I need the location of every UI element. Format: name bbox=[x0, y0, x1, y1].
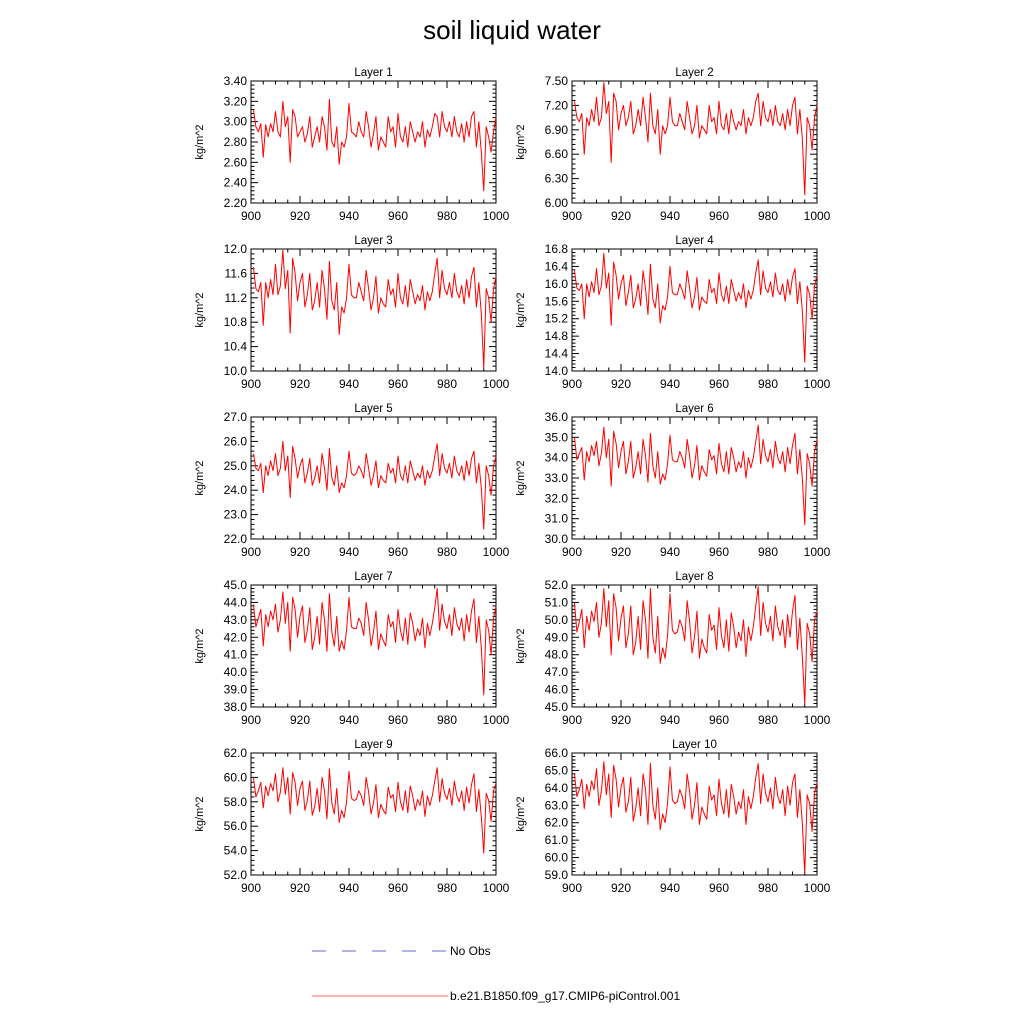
y-tick-label: 6.00 bbox=[544, 196, 568, 210]
x-tick-label: 1000 bbox=[482, 209, 510, 223]
plot-frame bbox=[251, 753, 496, 875]
x-tick-label: 1000 bbox=[482, 377, 510, 391]
plot-frame bbox=[251, 81, 496, 203]
panels bbox=[194, 67, 831, 895]
y-axis-label: kg/m^2 bbox=[194, 628, 206, 664]
series-line-1 bbox=[574, 762, 817, 874]
x-tick-label: 940 bbox=[659, 881, 681, 895]
x-tick-label: 1000 bbox=[803, 713, 831, 727]
y-tick-label: 11.6 bbox=[224, 266, 247, 281]
plot-frame bbox=[572, 81, 817, 203]
panel-title: Layer 9 bbox=[354, 739, 393, 751]
y-tick-label: 3.20 bbox=[223, 94, 247, 109]
series-line-1 bbox=[574, 253, 817, 362]
y-tick-label: 2.80 bbox=[223, 135, 247, 149]
x-tick-label: 960 bbox=[387, 209, 409, 223]
y-tick-label: 62.0 bbox=[544, 815, 568, 830]
y-tick-label: 39.0 bbox=[223, 682, 247, 697]
y-tick-label: 61.0 bbox=[544, 833, 568, 848]
y-tick-label: 51.0 bbox=[544, 595, 568, 610]
y-tick-label: 16.0 bbox=[544, 276, 568, 291]
panel-title: Layer 2 bbox=[675, 67, 714, 79]
y-tick-label: 14.0 bbox=[544, 364, 568, 378]
y-tick-label: 16.8 bbox=[544, 242, 568, 256]
y-tick-label: 58.0 bbox=[223, 794, 247, 809]
y-tick-label: 43.0 bbox=[223, 612, 247, 627]
x-tick-label: 940 bbox=[659, 545, 681, 559]
y-tick-label: 7.50 bbox=[544, 74, 568, 88]
x-tick-label: 980 bbox=[757, 209, 779, 223]
x-tick-label: 900 bbox=[240, 545, 262, 559]
y-tick-label: 15.6 bbox=[544, 294, 568, 309]
chart-panel-7 bbox=[194, 571, 510, 727]
x-tick-label: 940 bbox=[338, 377, 360, 391]
x-tick-label: 960 bbox=[387, 377, 409, 391]
y-axis-label: kg/m^2 bbox=[515, 292, 527, 328]
y-tick-label: 22.0 bbox=[223, 532, 247, 546]
y-tick-label: 14.4 bbox=[544, 346, 568, 361]
chart-panel-10 bbox=[515, 739, 831, 895]
x-tick-label: 980 bbox=[436, 377, 458, 391]
y-tick-label: 54.0 bbox=[223, 843, 247, 858]
y-tick-label: 65.0 bbox=[544, 763, 568, 778]
x-tick-label: 920 bbox=[610, 881, 632, 895]
chart-panel-6 bbox=[515, 403, 831, 559]
y-tick-label: 11.2 bbox=[224, 290, 247, 305]
panel-title: Layer 5 bbox=[354, 403, 393, 415]
y-tick-label: 6.90 bbox=[544, 122, 568, 137]
y-tick-label: 64.0 bbox=[544, 780, 568, 795]
y-tick-label: 49.0 bbox=[544, 630, 568, 645]
x-tick-label: 1000 bbox=[482, 713, 510, 727]
x-tick-label: 980 bbox=[436, 209, 458, 223]
x-tick-label: 1000 bbox=[803, 377, 831, 391]
series-line-1 bbox=[574, 587, 817, 704]
x-tick-label: 900 bbox=[561, 377, 583, 391]
x-tick-label: 900 bbox=[240, 881, 262, 895]
x-tick-label: 900 bbox=[240, 209, 262, 223]
y-tick-label: 6.30 bbox=[544, 171, 568, 186]
series-line-1 bbox=[253, 99, 496, 191]
x-tick-label: 960 bbox=[708, 545, 730, 559]
plot-frame bbox=[251, 249, 496, 371]
y-tick-label: 45.0 bbox=[223, 578, 247, 592]
y-axis-label: kg/m^2 bbox=[194, 292, 206, 328]
x-tick-label: 920 bbox=[289, 209, 311, 223]
x-tick-label: 1000 bbox=[482, 545, 510, 559]
x-tick-label: 900 bbox=[240, 377, 262, 391]
y-axis-label: kg/m^2 bbox=[194, 796, 206, 832]
x-tick-label: 980 bbox=[757, 545, 779, 559]
legend bbox=[312, 944, 680, 1003]
x-tick-label: 960 bbox=[387, 545, 409, 559]
x-tick-label: 900 bbox=[561, 713, 583, 727]
x-tick-label: 920 bbox=[289, 881, 311, 895]
y-tick-label: 40.0 bbox=[223, 665, 247, 680]
x-tick-label: 960 bbox=[387, 881, 409, 895]
x-tick-label: 900 bbox=[561, 209, 583, 223]
y-tick-label: 26.0 bbox=[223, 434, 247, 449]
y-tick-label: 16.4 bbox=[544, 259, 568, 274]
legend-label-no-obs: No Obs bbox=[450, 944, 491, 958]
page-title: soil liquid water bbox=[423, 15, 601, 45]
x-tick-label: 920 bbox=[289, 545, 311, 559]
y-tick-label: 7.20 bbox=[544, 98, 568, 113]
chart-panel-1 bbox=[194, 67, 510, 223]
x-tick-label: 980 bbox=[436, 545, 458, 559]
x-tick-label: 940 bbox=[659, 209, 681, 223]
plot-frame bbox=[572, 753, 817, 875]
y-tick-label: 12.0 bbox=[223, 242, 247, 256]
y-tick-label: 42.0 bbox=[223, 630, 247, 645]
y-tick-label: 3.40 bbox=[223, 74, 247, 88]
y-tick-label: 62.0 bbox=[223, 746, 247, 760]
x-tick-label: 940 bbox=[338, 209, 360, 223]
x-tick-label: 940 bbox=[338, 881, 360, 895]
y-tick-label: 23.0 bbox=[223, 507, 247, 522]
y-tick-label: 30.0 bbox=[544, 532, 568, 546]
x-tick-label: 980 bbox=[757, 713, 779, 727]
chart-panel-4 bbox=[515, 235, 831, 391]
y-tick-label: 31.0 bbox=[544, 511, 568, 526]
y-tick-label: 36.0 bbox=[544, 410, 568, 424]
x-tick-label: 940 bbox=[338, 713, 360, 727]
x-tick-label: 960 bbox=[387, 713, 409, 727]
chart-panel-9 bbox=[194, 739, 510, 895]
x-tick-label: 940 bbox=[338, 545, 360, 559]
y-tick-label: 52.0 bbox=[223, 868, 247, 882]
chart-panel-2 bbox=[515, 67, 831, 223]
y-tick-label: 38.0 bbox=[223, 700, 247, 714]
panel-title: Layer 1 bbox=[354, 67, 393, 79]
y-tick-label: 66.0 bbox=[544, 746, 568, 760]
x-tick-label: 920 bbox=[289, 713, 311, 727]
x-tick-label: 1000 bbox=[803, 545, 831, 559]
y-tick-label: 47.0 bbox=[544, 665, 568, 680]
x-tick-label: 960 bbox=[708, 881, 730, 895]
x-tick-label: 960 bbox=[708, 209, 730, 223]
chart-panel-8 bbox=[515, 571, 831, 727]
y-tick-label: 56.0 bbox=[223, 819, 247, 834]
chart-panel-3 bbox=[194, 235, 510, 391]
x-tick-label: 900 bbox=[240, 713, 262, 727]
y-tick-label: 6.60 bbox=[544, 147, 568, 162]
x-tick-label: 920 bbox=[610, 713, 632, 727]
series-line-1 bbox=[253, 250, 496, 368]
y-tick-label: 33.0 bbox=[544, 471, 568, 485]
y-tick-label: 25.0 bbox=[223, 458, 247, 473]
y-tick-label: 10.8 bbox=[223, 315, 247, 330]
x-tick-label: 1000 bbox=[803, 209, 831, 223]
x-tick-label: 980 bbox=[757, 377, 779, 391]
chart-panel-5 bbox=[194, 403, 510, 559]
panel-title: Layer 10 bbox=[672, 739, 717, 751]
y-tick-label: 3.00 bbox=[223, 114, 247, 129]
y-axis-label: kg/m^2 bbox=[194, 460, 206, 496]
series-line-1 bbox=[574, 425, 817, 525]
plot-frame bbox=[572, 417, 817, 539]
panel-title: Layer 6 bbox=[675, 403, 714, 415]
y-tick-label: 2.60 bbox=[223, 155, 247, 170]
panel-title: Layer 3 bbox=[354, 235, 393, 247]
x-tick-label: 920 bbox=[610, 209, 632, 223]
panel-title: Layer 7 bbox=[354, 571, 393, 583]
y-tick-label: 15.2 bbox=[544, 311, 568, 326]
x-tick-label: 920 bbox=[289, 377, 311, 391]
legend-label-model-run: b.e21.B1850.f09_g17.CMIP6-piControl.001 bbox=[450, 989, 681, 1003]
y-tick-label: 41.0 bbox=[223, 647, 247, 662]
y-tick-label: 45.0 bbox=[544, 700, 568, 714]
y-axis-label: kg/m^2 bbox=[194, 124, 206, 160]
series-line-1 bbox=[574, 83, 817, 195]
y-tick-label: 48.0 bbox=[544, 647, 568, 662]
plot-frame bbox=[251, 417, 496, 539]
x-tick-label: 1000 bbox=[482, 881, 510, 895]
y-tick-label: 10.0 bbox=[223, 364, 247, 378]
x-tick-label: 960 bbox=[708, 713, 730, 727]
x-tick-label: 920 bbox=[610, 545, 632, 559]
y-tick-label: 50.0 bbox=[544, 612, 568, 627]
panel-title: Layer 8 bbox=[675, 571, 714, 583]
y-tick-label: 35.0 bbox=[544, 430, 568, 445]
x-tick-label: 920 bbox=[610, 377, 632, 391]
y-tick-label: 59.0 bbox=[544, 868, 568, 882]
y-tick-label: 34.0 bbox=[544, 450, 568, 465]
y-tick-label: 14.8 bbox=[544, 329, 568, 344]
x-tick-label: 940 bbox=[659, 713, 681, 727]
x-tick-label: 980 bbox=[757, 881, 779, 895]
x-tick-label: 900 bbox=[561, 881, 583, 895]
y-tick-label: 2.40 bbox=[223, 175, 247, 190]
y-tick-label: 24.0 bbox=[223, 483, 247, 498]
series-line-1 bbox=[253, 441, 496, 529]
x-tick-label: 900 bbox=[561, 545, 583, 559]
y-tick-label: 27.0 bbox=[223, 410, 247, 424]
x-tick-label: 980 bbox=[436, 713, 458, 727]
y-tick-label: 60.0 bbox=[544, 850, 568, 865]
y-tick-label: 46.0 bbox=[544, 682, 568, 697]
y-tick-label: 52.0 bbox=[544, 578, 568, 592]
y-axis-label: kg/m^2 bbox=[515, 796, 527, 832]
y-tick-label: 63.0 bbox=[544, 798, 568, 813]
y-tick-label: 2.20 bbox=[223, 196, 247, 210]
y-axis-label: kg/m^2 bbox=[515, 628, 527, 664]
y-axis-label: kg/m^2 bbox=[515, 460, 527, 496]
x-tick-label: 940 bbox=[659, 377, 681, 391]
plot-frame bbox=[572, 249, 817, 371]
x-tick-label: 960 bbox=[708, 377, 730, 391]
series-line-1 bbox=[253, 768, 496, 853]
y-tick-label: 44.0 bbox=[223, 595, 247, 610]
x-tick-label: 980 bbox=[436, 881, 458, 895]
series-line-1 bbox=[253, 588, 496, 694]
y-tick-label: 60.0 bbox=[223, 770, 247, 785]
y-tick-label: 32.0 bbox=[544, 491, 568, 506]
y-axis-label: kg/m^2 bbox=[515, 124, 527, 160]
panel-title: Layer 4 bbox=[675, 235, 714, 247]
x-tick-label: 1000 bbox=[803, 881, 831, 895]
y-tick-label: 10.4 bbox=[223, 339, 247, 354]
